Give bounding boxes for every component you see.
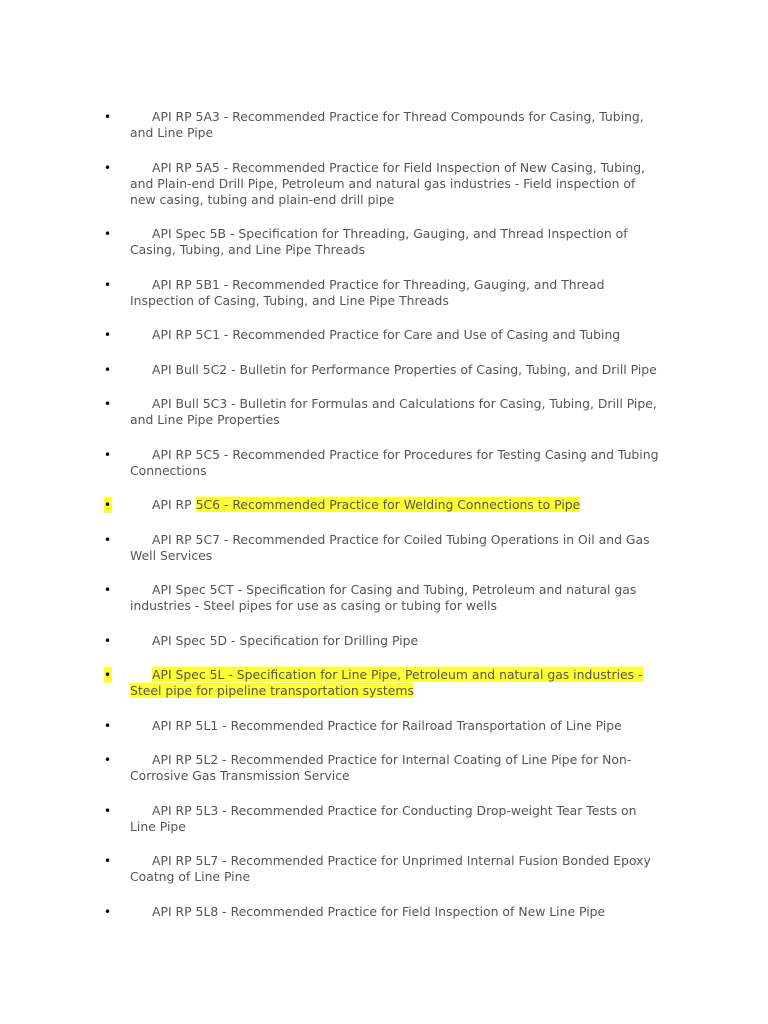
list-item — [104, 327, 660, 343]
list-item — [104, 447, 660, 479]
bullet-icon: • — [104, 277, 112, 292]
list-item — [104, 904, 660, 920]
bullet-icon: • — [104, 803, 112, 818]
list-item-text: API RP 5B1 - Recommended Practice for Threading, Gauging, and Thread Inspection of Casing, Tubing, and Line Pipe Threads — [130, 276, 605, 308]
list-item-text — [130, 497, 660, 513]
list-item — [104, 853, 660, 885]
highlighted-text: API Spec 5L - Specification for Line Pipe, Petroleum and natural gas industries - Steel pipe for pipeline transportation systems — [130, 667, 643, 698]
bullet-icon: • — [104, 227, 112, 241]
bullet-icon: • — [104, 532, 112, 547]
list-item-text: API Spec 5CT - Specification for Casing and Tubing, Petroleum and natural gas industries - Steel pipes for use as casing or tubing for wells — [130, 582, 637, 613]
bullet-icon: • — [104, 328, 112, 342]
bullet-icon: • — [104, 753, 112, 767]
list-item — [104, 277, 660, 309]
list-item-text: API RP 5C7 - Recommended Practice for Coiled Tubing Operations in Oil and Gas Well Services — [130, 531, 650, 563]
bullet-icon: • — [104, 633, 112, 648]
list-item — [104, 396, 660, 428]
list-item — [104, 226, 660, 258]
list-item-text: API RP 5L1 - Recommended Practice for Railroad Transportation of Line Pipe — [152, 717, 622, 733]
list-item — [104, 109, 660, 141]
bullet-icon: • — [104, 854, 112, 868]
list-item — [104, 582, 660, 614]
list-item-text: API RP 5A5 - Recommended Practice for Field Inspection of New Casing, Tubing, and Plain-end Drill Pipe, Petroleum and natural gas industries - Field inspection of new casing, tubing and plain-end drill pipe — [130, 159, 646, 207]
list-item-text: API RP 5L7 - Recommended Practice for Unprimed Internal Fusion Bonded Epoxy Coatng of Line Pine — [130, 853, 651, 884]
list-item — [104, 752, 660, 784]
list-item — [104, 362, 660, 378]
list-item-text: API RP 5L8 - Recommended Practice for Field Inspection of New Line Pipe — [152, 903, 606, 919]
bullet-icon: • — [104, 583, 112, 597]
bullet-icon: • — [104, 397, 112, 411]
list-item-lead: API RP — [152, 497, 196, 512]
list-item — [104, 633, 660, 649]
bullet-icon: • — [104, 904, 112, 919]
bullet-icon: • — [104, 447, 112, 462]
list-item-text: API Spec 5D - Specification for Drilling Pipe — [152, 632, 419, 648]
list-item-highlighted — [104, 667, 660, 699]
list-item-text: API RP 5L2 - Recommended Practice for Internal Coating of Line Pipe for Non-Corrosive Gas Transmission Service — [130, 752, 632, 783]
list-item — [104, 532, 660, 564]
list-item-text: API RP 5C5 - Recommended Practice for Procedures for Testing Casing and Tubing Connections — [130, 446, 659, 478]
list-item-text — [130, 667, 660, 699]
list-item-text: API RP 5C1 - Recommended Practice for Care and Use of Casing and Tubing — [152, 327, 621, 342]
list-item-text: API Bull 5C3 - Bulletin for Formulas and Calculations for Casing, Tubing, Drill Pipe, and Line Pipe Properties — [130, 396, 657, 427]
bullet-icon: • — [104, 160, 112, 175]
list-item-highlighted — [104, 497, 660, 513]
bullet-icon: • — [104, 498, 112, 512]
bullet-icon: • — [104, 718, 112, 733]
list-item-text: API Bull 5C2 - Bulletin for Performance Properties of Casing, Tubing, and Drill Pipe — [152, 361, 657, 377]
list-item-text: API RP 5L3 - Recommended Practice for Conducting Drop-weight Tear Tests on Line Pipe — [130, 802, 637, 834]
bullet-icon: • — [104, 668, 112, 682]
bullet-icon: • — [104, 362, 112, 377]
list-item-text: API RP 5A3 - Recommended Practice for Thread Compounds for Casing, Tubing, and Line Pipe — [130, 109, 644, 140]
list-item — [104, 160, 660, 208]
bullet-icon: • — [104, 110, 112, 124]
api-standards-list — [104, 109, 660, 938]
highlighted-text: 5C6 - Recommended Practice for Welding Connections to Pipe — [195, 497, 581, 512]
list-item-text: API Spec 5B - Specification for Threading, Gauging, and Thread Inspection of Casing, Tubing, and Line Pipe Threads — [130, 226, 628, 257]
list-item — [104, 718, 660, 734]
list-item — [104, 803, 660, 835]
